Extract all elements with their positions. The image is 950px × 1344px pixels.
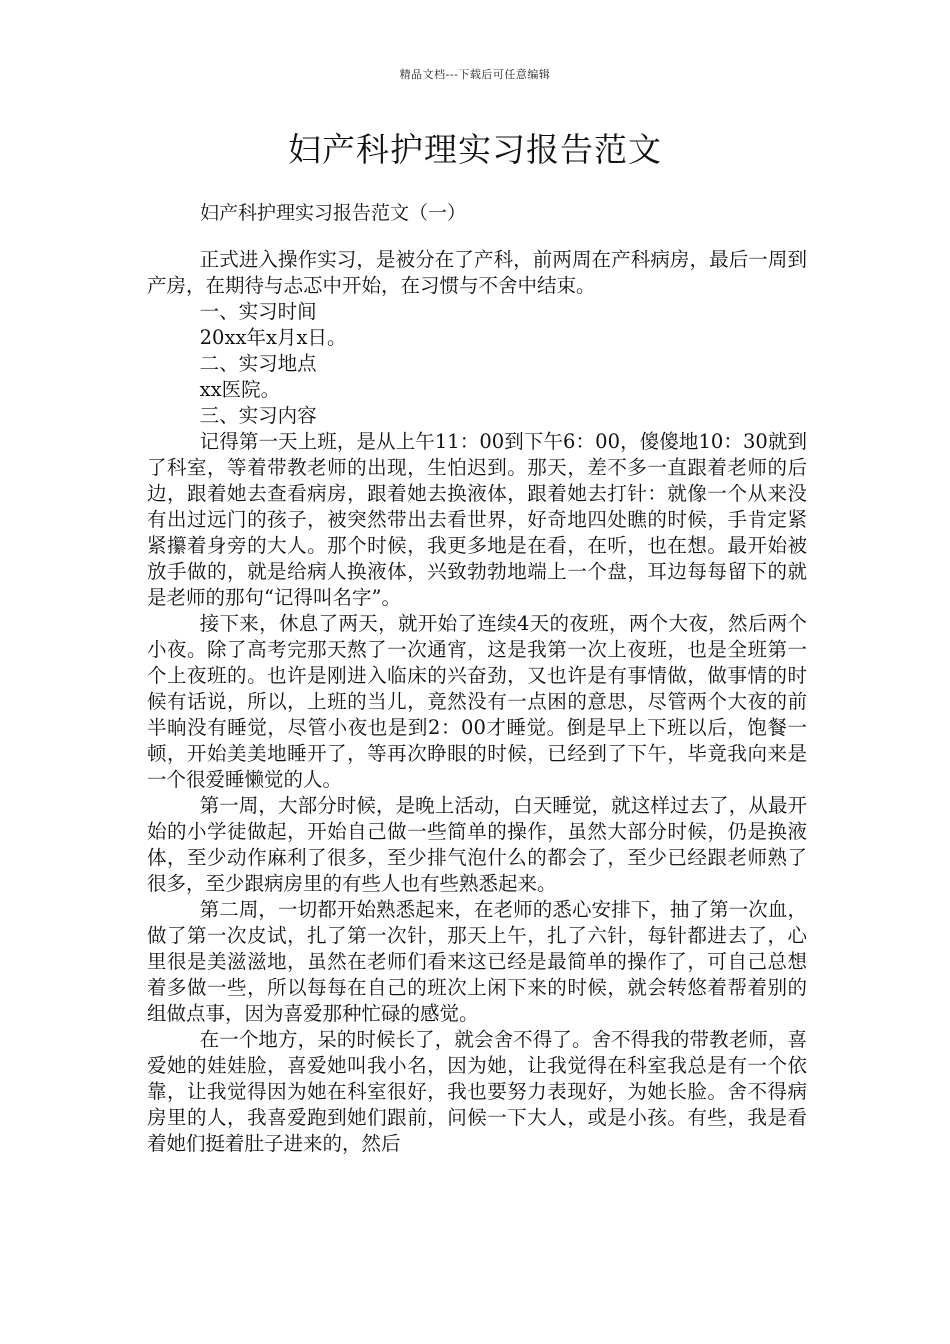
section-heading-location: 二、实习地点 (199, 352, 317, 375)
document-title: 妇产科护理实习报告范文 (288, 130, 662, 169)
section-heading-time: 一、实习时间 (199, 300, 317, 323)
paragraph-week-one: 第一周，大部分时候，是晚上活动，白天睡觉，就这样过去了，从最开始的小学徒做起，开始自己做一些简单的操作，虽然大部分时候，仍是换液体，至少动作麻利了很多，至少排气泡什么的都会了，至少已经跟老师熟了很多，至少跟病房里的有些人也有些熟悉起来。 (147, 794, 807, 895)
section-heading-content: 三、实习内容 (199, 404, 317, 427)
paragraph-week-two: 第二周，一切都开始熟悉起来，在老师的悉心安排下，抽了第一次血，做了第一次皮试，扎了第一次针，那天上午，扎了六针，每针都进去了，心里很是美滋滋地，虽然在老师们看来这已经是最简单的操作了，可自己总想着多做一些，所以每每在自己的班次上闲下来的时候，就会转悠着帮着别的组做点事，因为喜爱那种忙碌的感觉。 (147, 898, 807, 1025)
paragraph-farewell: 在一个地方，呆的时候长了，就会舍不得了。舍不得我的带教老师，喜爱她的娃娃脸，喜爱她叫我小名，因为她，让我觉得在科室我总是有一个依靠，让我觉得因为她在科室很好，我也要努力表现好，为她长脸。舍不得病房里的人，我喜爱跑到她们跟前，问候一下大人，或是小孩。有些，我是看着她们挺着肚子进来的，然后 (147, 1028, 807, 1155)
paragraph-intro: 正式进入操作实习，是被分在了产科，前两周在产科病房，最后一周到产房，在期待与忐忑中开始，在习惯与不舍中结束。 (147, 248, 807, 297)
paragraph-first-day: 记得第一天上班，是从上午11：00到下午6：00，傻傻地10：30就到了科室，等着带教老师的出现，生怕迟到。那天，差不多一直跟着老师的后边，跟着她去查看病房，跟着她去换液体，跟着她去打针：就像一个从来没有出过远门的孩子，被突然带出去看世界，好奇地四处瞧的时候，手肯定紧紧攥着身旁的大人。那个时候，我更多地是在看，在听，也在想。最开始被放手做的，就是给病人换液体，兴致勃勃地端上一个盘，耳边每每留下的就是老师的那句“记得叫名字”。 (147, 430, 807, 609)
header-note: 精品文档---下载后可任意编辑 (399, 68, 551, 81)
document-body (147, 247, 807, 1157)
section-value-time: 20xx年x月x日。 (199, 326, 347, 349)
paragraph-night-shift: 接下来，休息了两天，就开始了连续4天的夜班，两个大夜，然后两个小夜。除了高考完那天熬了一次通宵，这是我第一次上夜班，也是全班第一个上夜班的。也许是刚进入临床的兴奋劲，又也许是有事情做，做事情的时候有话说，所以，上班的当儿，竟然没有一点困的意思，尽管两个大夜的前半晌没有睡觉，尽管小夜也是到2：00才睡觉。倒是早上下班以后，饱餐一顿，开始美美地睡开了，等再次睁眼的时候，已经到了下午，毕竟我向来是一个很爱睡懒觉的人。 (147, 612, 807, 791)
section-value-location: xx医院。 (199, 378, 281, 401)
document-subtitle: 妇产科护理实习报告范文（一） (200, 202, 467, 224)
